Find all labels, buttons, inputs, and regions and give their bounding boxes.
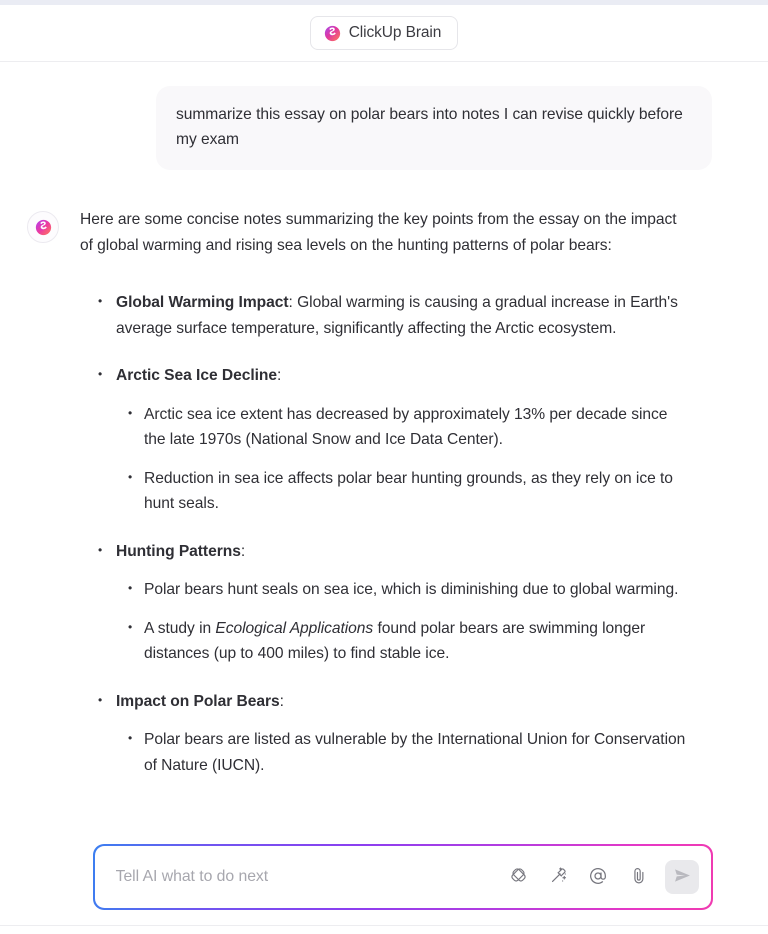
composer-input[interactable] bbox=[116, 846, 504, 909]
note-bullet-lead: Impact on Polar Bears bbox=[116, 692, 280, 710]
note-bullet-primary: • Hunting Patterns: bbox=[98, 539, 690, 565]
brain-action-button[interactable] bbox=[503, 862, 533, 892]
note-group bbox=[80, 689, 690, 779]
note-bullet-secondary: • Polar bears are listed as vulnerable by the International Union for Conservation of Nature (IUCN). bbox=[128, 727, 690, 778]
note-bullet-lead: Arctic Sea Ice Decline bbox=[116, 367, 277, 384]
send-paper-plane-icon bbox=[673, 866, 692, 888]
note-group bbox=[80, 539, 690, 667]
note-bullet-primary: • Arctic Sea Ice Decline: bbox=[98, 363, 690, 389]
note-bullet-secondary: • Reduction in sea ice affects polar bear hunting grounds, as they rely on ice to hunt seals. bbox=[128, 466, 690, 517]
note-bullet-lead: Global Warming Impact bbox=[116, 294, 289, 311]
note-bullet-primary: • Global Warming Impact: Global warming is causing a gradual increase in Earth's average surface temperature, significantly affecting the Arctic ecosystem. bbox=[98, 290, 690, 341]
note-bullet-primary: • Impact on Polar Bears: bbox=[98, 689, 690, 715]
user-message-bubble: summarize this essay on polar bears into notes I can revise quickly before my exam bbox=[156, 86, 712, 170]
note-bullet-secondary: • Polar bears hunt seals on sea ice, which is diminishing due to global warming. bbox=[128, 577, 690, 603]
attach-button[interactable] bbox=[623, 862, 653, 892]
clickup-brain-avatar-icon bbox=[27, 211, 59, 243]
magic-wand-icon bbox=[549, 866, 568, 888]
note-bullet-lead: Hunting Patterns bbox=[116, 542, 241, 560]
assistant-message-row bbox=[0, 170, 768, 778]
mention-button[interactable] bbox=[583, 862, 613, 892]
note-bullet-secondary: • Arctic sea ice extent has decreased by approximately 13% per decade since the late 1970s (National Snow and Ice Data Center). bbox=[128, 402, 690, 453]
composer-actions bbox=[503, 860, 699, 894]
assistant-intro-text: Here are some concise notes summarizing the key points from the essay on the impact of global warming and rising sea levels on the hunting patterns of polar bears: bbox=[80, 211, 677, 254]
clickup-brain-pill-label: ClickUp Brain bbox=[348, 24, 442, 41]
clickup-brain-logo-icon bbox=[324, 25, 341, 42]
at-mention-icon bbox=[588, 866, 608, 889]
clickup-brain-pill-button[interactable] bbox=[310, 16, 459, 50]
user-message-row bbox=[0, 86, 768, 170]
note-group bbox=[80, 290, 690, 341]
ai-tools-button[interactable] bbox=[543, 862, 573, 892]
journal-title-italic: Ecological Applications bbox=[215, 619, 374, 637]
assistant-notes-list bbox=[80, 290, 690, 778]
note-bullet-secondary: • A study in Ecological Applications found polar bears are swimming longer distances (up to 400 miles) to find stable ice. bbox=[128, 616, 690, 667]
composer-inner bbox=[95, 846, 712, 909]
composer-area bbox=[0, 844, 768, 934]
bottom-divider bbox=[0, 925, 768, 926]
chat-header bbox=[0, 5, 768, 62]
assistant-message-body bbox=[80, 207, 690, 778]
composer-gradient-border bbox=[93, 844, 713, 910]
paperclip-icon bbox=[629, 866, 648, 888]
note-group bbox=[80, 363, 690, 517]
clickup-brain-outline-icon bbox=[509, 866, 528, 888]
send-button[interactable] bbox=[665, 860, 699, 894]
conversation-area bbox=[0, 62, 768, 844]
